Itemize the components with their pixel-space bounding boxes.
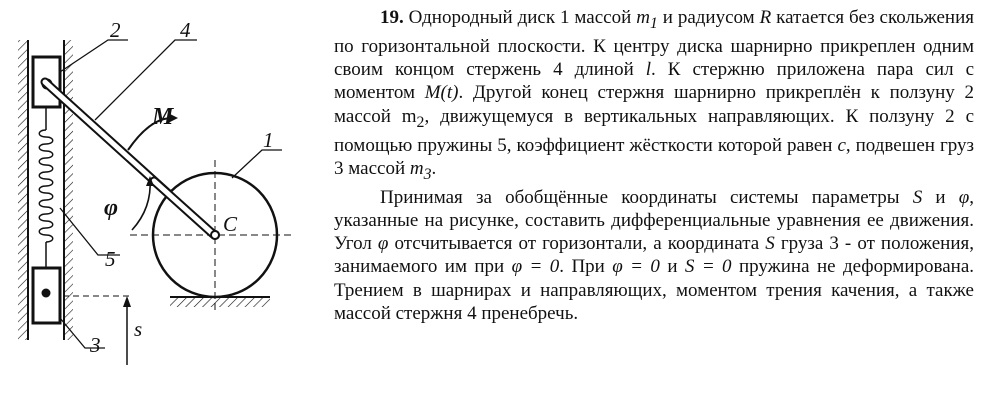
mechanism-figure [0,0,330,415]
text-run: катается без скольжения по горизонтальной плоскости. К центру диска шарнирно прикреплен одним своим концом стержень 4 длиной [334,7,975,81]
text-run: Принимая за обобщённые координаты системы параметры [380,186,913,208]
symbol-l: l [645,59,652,81]
label-2: 2 [110,18,121,42]
text-run: . [431,157,437,179]
symbol-m2-subscript: 2 [416,113,425,131]
text-run: груза 3 - от положения, занимаемого им при [334,233,974,278]
label-moment: M [152,104,174,130]
problem-text [334,6,974,325]
symbol-S: S [912,186,923,208]
symbol-S: S [765,233,775,255]
text-run: , движущемуся в вертикальных направляющих. К ползуну 2 с помощью пружины 5, коэффициент жёсткости которой равен [334,105,975,156]
text-run: и радиусом [657,7,760,28]
text-run: Однородный диск 1 массой [403,7,637,28]
ground [170,297,270,307]
label-3: 3 [90,333,101,357]
phi-angle-arc [132,176,154,230]
symbol-phi: φ [958,186,970,208]
text-run: . Другой конец стержня шарнирно прикреплён к ползуну 2 массой m [334,82,974,127]
label-phi: φ [104,195,119,221]
symbol-m1-subscript: 1 [649,14,658,32]
text-run: . При [559,256,613,278]
spring-5 [39,107,53,268]
symbol-m1: m [636,7,650,28]
text-run: и [922,186,959,208]
symbol-Mt: M(t) [424,82,459,104]
text-run: , указанные на рисунке, составить дифференциальные уравнения ее движения. Угол [334,186,974,255]
label-s: s [134,317,143,341]
weight-3 [33,268,60,323]
right-guide-wall [64,40,73,340]
condition-phi-zero: φ = 0 [612,256,660,278]
label-center-c: C [223,212,238,236]
condition-phi-zero: φ = 0 [511,256,560,278]
text-run: отсчитывается от горизонтали, а координата [388,233,766,255]
label-1: 1 [263,128,274,152]
paragraph-task [334,186,974,325]
label-5: 5 [105,247,116,271]
symbol-phi: φ [377,233,389,255]
text-run: и [659,256,685,278]
symbol-c: c [837,134,846,156]
condition-s-zero: S = 0 [684,256,732,278]
symbol-m3: m [409,157,424,179]
problem-number: 19. [380,7,404,28]
text-run: пружина не деформирована. Трением в шарнирах и направляющих, моментом трения качения, а также массой стержня 4 пренебречь. [334,256,975,324]
symbol-m3-subscript: 3 [423,165,432,183]
label-4: 4 [180,18,191,42]
symbol-R: R [759,7,772,28]
left-guide-wall [18,40,28,340]
text-run: , подвешен груз 3 массой [334,134,974,179]
text-run: . К стержню приложена пара сил с моментом [334,59,975,104]
paragraph-statement [334,6,974,186]
